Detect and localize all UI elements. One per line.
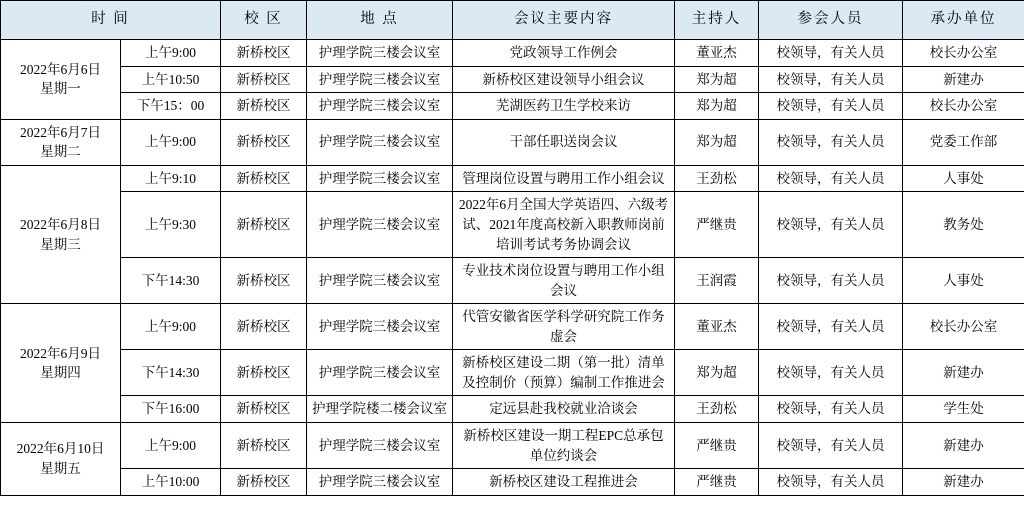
date-line: 星期五 xyxy=(40,460,81,476)
cell-topic: 管理岗位设置与聘用工作小组会议 xyxy=(453,165,675,192)
column-header-place: 地 点 xyxy=(307,1,453,40)
date-line: 2022年6月10日 xyxy=(16,441,105,457)
cell-date xyxy=(1,165,121,303)
cell-campus: 新桥校区 xyxy=(221,165,307,192)
cell-attendees: 校领导，有关人员 xyxy=(759,423,903,469)
cell-topic: 党政领导工作例会 xyxy=(453,40,675,67)
cell-organizer: 新建办 xyxy=(903,350,1024,396)
cell-organizer: 教务处 xyxy=(903,192,1024,258)
cell-time: 上午9:00 xyxy=(121,40,221,67)
cell-host: 郑为超 xyxy=(675,119,759,165)
column-header-campus: 校 区 xyxy=(221,1,307,40)
column-header-time: 时 间 xyxy=(1,1,221,40)
header-row xyxy=(1,1,1024,40)
cell-time: 上午10:00 xyxy=(121,469,221,496)
cell-topic: 代管安徽省医学科学研究院工作务虚会 xyxy=(453,304,675,350)
cell-organizer: 新建办 xyxy=(903,423,1024,469)
cell-organizer: 校长办公室 xyxy=(903,304,1024,350)
cell-time: 上午10:50 xyxy=(121,66,221,93)
cell-host: 严继贵 xyxy=(675,469,759,496)
table-row xyxy=(1,304,1024,350)
cell-time: 上午9:10 xyxy=(121,165,221,192)
table-row xyxy=(1,93,1024,120)
date-line: 星期三 xyxy=(40,236,81,252)
table-row xyxy=(1,66,1024,93)
cell-attendees: 校领导，有关人员 xyxy=(759,40,903,67)
cell-place: 护理学院三楼会议室 xyxy=(307,469,453,496)
cell-time: 上午9:00 xyxy=(121,423,221,469)
cell-host: 严继贵 xyxy=(675,192,759,258)
cell-organizer: 新建办 xyxy=(903,66,1024,93)
cell-place: 护理学院三楼会议室 xyxy=(307,192,453,258)
table-row xyxy=(1,396,1024,423)
cell-topic: 干部任职送岗会议 xyxy=(453,119,675,165)
cell-time: 下午14:30 xyxy=(121,350,221,396)
cell-topic: 专业技术岗位设置与聘用工作小组会议 xyxy=(453,258,675,304)
cell-date xyxy=(1,423,121,496)
cell-place: 护理学院三楼会议室 xyxy=(307,258,453,304)
column-header-host: 主持人 xyxy=(675,1,759,40)
cell-attendees: 校领导，有关人员 xyxy=(759,396,903,423)
cell-attendees: 校领导，有关人员 xyxy=(759,258,903,304)
cell-topic: 定远县赴我校就业洽谈会 xyxy=(453,396,675,423)
cell-organizer: 人事处 xyxy=(903,258,1024,304)
table-row xyxy=(1,423,1024,469)
cell-topic: 新桥校区建设一期工程EPC总承包单位约谈会 xyxy=(453,423,675,469)
cell-host: 郑为超 xyxy=(675,350,759,396)
cell-place: 护理学院三楼会议室 xyxy=(307,165,453,192)
cell-topic: 芜湖医药卫生学校来访 xyxy=(453,93,675,120)
column-header-topic: 会议主要内容 xyxy=(453,1,675,40)
cell-campus: 新桥校区 xyxy=(221,40,307,67)
cell-campus: 新桥校区 xyxy=(221,469,307,496)
cell-host: 严继贵 xyxy=(675,423,759,469)
cell-attendees: 校领导，有关人员 xyxy=(759,304,903,350)
cell-time: 上午9:00 xyxy=(121,119,221,165)
date-line: 2022年6月9日 xyxy=(20,345,101,361)
column-header-attendees: 参会人员 xyxy=(759,1,903,40)
date-line: 2022年6月6日 xyxy=(20,61,101,77)
table-row xyxy=(1,258,1024,304)
date-line: 星期四 xyxy=(40,365,81,381)
cell-organizer: 校长办公室 xyxy=(903,93,1024,120)
cell-attendees: 校领导，有关人员 xyxy=(759,165,903,192)
table-row xyxy=(1,350,1024,396)
cell-time: 上午9:30 xyxy=(121,192,221,258)
cell-campus: 新桥校区 xyxy=(221,192,307,258)
cell-host: 王劲松 xyxy=(675,396,759,423)
date-line: 星期一 xyxy=(40,81,81,97)
cell-campus: 新桥校区 xyxy=(221,423,307,469)
cell-campus: 新桥校区 xyxy=(221,66,307,93)
cell-attendees: 校领导，有关人员 xyxy=(759,93,903,120)
cell-place: 护理学院三楼会议室 xyxy=(307,119,453,165)
cell-place: 护理学院三楼会议室 xyxy=(307,40,453,67)
cell-attendees: 校领导，有关人员 xyxy=(759,469,903,496)
cell-organizer: 人事处 xyxy=(903,165,1024,192)
cell-organizer: 学生处 xyxy=(903,396,1024,423)
cell-campus: 新桥校区 xyxy=(221,350,307,396)
cell-host: 董亚杰 xyxy=(675,40,759,67)
cell-time: 下午14:30 xyxy=(121,258,221,304)
cell-host: 董亚杰 xyxy=(675,304,759,350)
cell-topic: 新桥校区建设工程推进会 xyxy=(453,469,675,496)
cell-campus: 新桥校区 xyxy=(221,93,307,120)
cell-time: 上午9:00 xyxy=(121,304,221,350)
date-line: 星期二 xyxy=(40,144,81,160)
table-row xyxy=(1,192,1024,258)
cell-host: 王润霞 xyxy=(675,258,759,304)
table-row xyxy=(1,119,1024,165)
cell-date xyxy=(1,119,121,165)
cell-attendees: 校领导，有关人员 xyxy=(759,350,903,396)
cell-place: 护理学院三楼会议室 xyxy=(307,304,453,350)
cell-date xyxy=(1,304,121,423)
cell-place: 护理学院楼二楼会议室 xyxy=(307,396,453,423)
table-body xyxy=(1,40,1024,496)
cell-place: 护理学院三楼会议室 xyxy=(307,423,453,469)
cell-host: 郑为超 xyxy=(675,66,759,93)
table-row xyxy=(1,40,1024,67)
cell-attendees: 校领导，有关人员 xyxy=(759,66,903,93)
cell-host: 王劲松 xyxy=(675,165,759,192)
cell-organizer: 校长办公室 xyxy=(903,40,1024,67)
table-row xyxy=(1,469,1024,496)
cell-place: 护理学院三楼会议室 xyxy=(307,350,453,396)
cell-organizer: 新建办 xyxy=(903,469,1024,496)
column-header-organizer: 承办单位 xyxy=(903,1,1024,40)
date-line: 2022年6月8日 xyxy=(20,216,101,232)
table-row xyxy=(1,165,1024,192)
cell-place: 护理学院三楼会议室 xyxy=(307,93,453,120)
date-line: 2022年6月7日 xyxy=(20,124,101,140)
cell-attendees: 校领导，有关人员 xyxy=(759,192,903,258)
cell-topic: 新桥校区建设二期（第一批）清单及控制价（预算）编制工作推进会 xyxy=(453,350,675,396)
cell-place: 护理学院三楼会议室 xyxy=(307,66,453,93)
table-header xyxy=(1,1,1024,40)
cell-organizer: 党委工作部 xyxy=(903,119,1024,165)
cell-attendees: 校领导，有关人员 xyxy=(759,119,903,165)
cell-date xyxy=(1,40,121,120)
cell-campus: 新桥校区 xyxy=(221,258,307,304)
cell-campus: 新桥校区 xyxy=(221,119,307,165)
cell-campus: 新桥校区 xyxy=(221,304,307,350)
cell-time: 下午15：00 xyxy=(121,93,221,120)
cell-topic: 新桥校区建设领导小组会议 xyxy=(453,66,675,93)
cell-topic: 2022年6月全国大学英语四、六级考试、2021年度高校新入职教师岗前培训考试考务协调会议 xyxy=(453,192,675,258)
cell-campus: 新桥校区 xyxy=(221,396,307,423)
cell-host: 郑为超 xyxy=(675,93,759,120)
cell-time: 下午16:00 xyxy=(121,396,221,423)
